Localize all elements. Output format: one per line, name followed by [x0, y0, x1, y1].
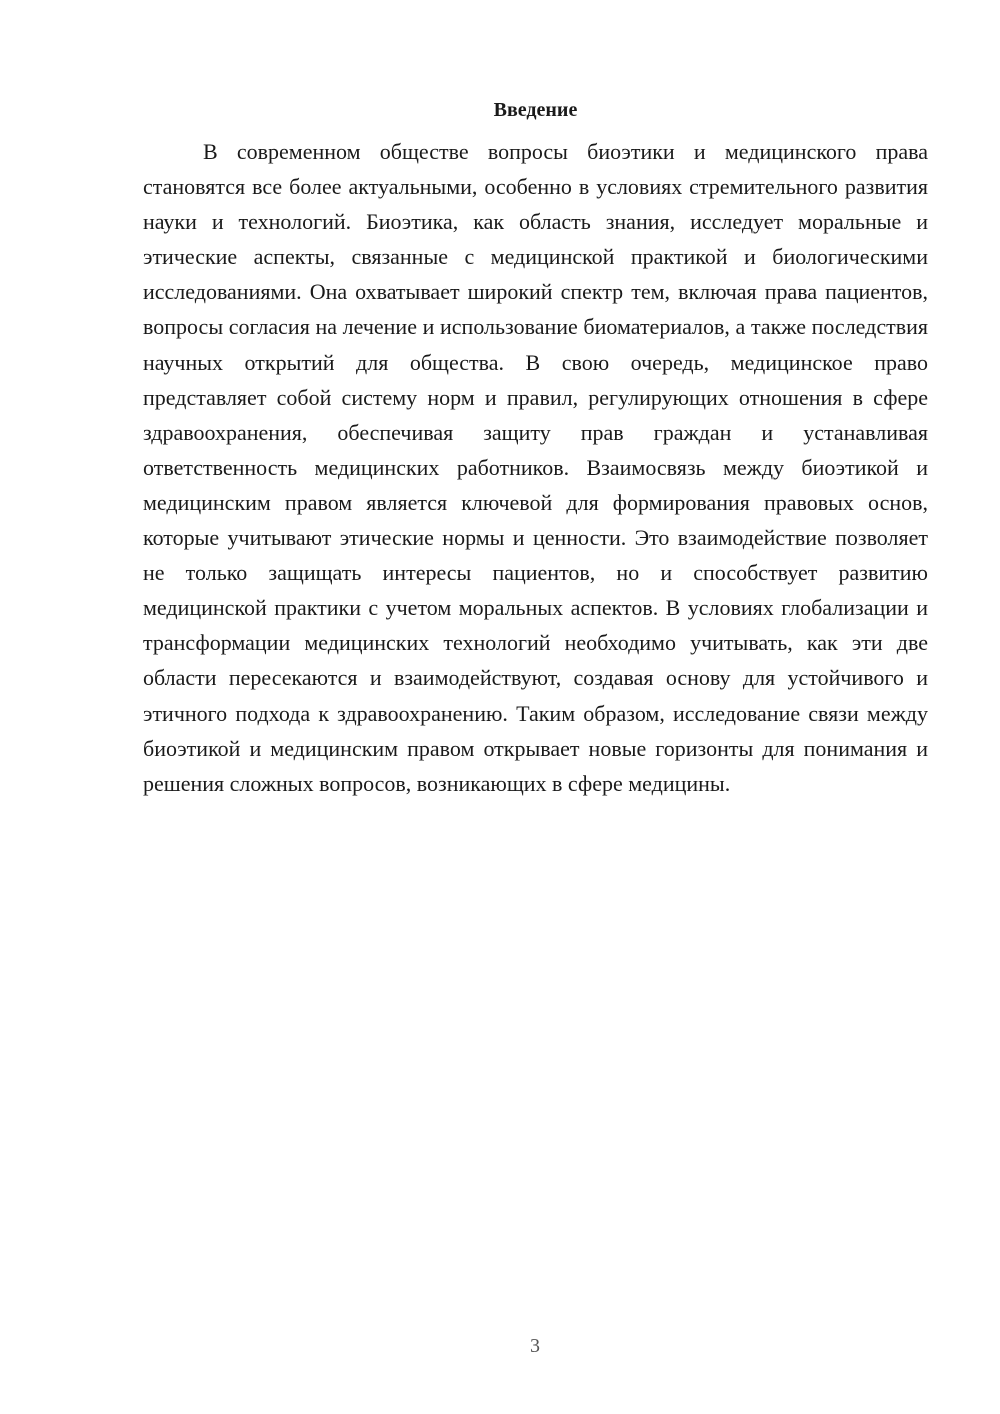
page-content	[143, 96, 928, 801]
section-title: Введение	[493, 99, 578, 121]
body-paragraph: В современном обществе вопросы биоэтики и медицинского права становятся все более актуальными, особенно в условиях стремительного развития науки и технологий. Биоэтика, как область знания, исследует моральные и этические аспекты, связанные с медицинской практикой и биологическими исследованиями. Она охватывает широкий спектр тем, включая права пациентов, вопросы согласия на лечение и использование биоматериалов, а также последствия научных открытий для общества. В свою очередь, медицинское право представляет собой систему норм и правил, регулирующих отношения в сфере здравоохранения, обеспечивая защиту прав граждан и устанавливая ответственность медицинских работников. Взаимосвязь между биоэтикой и медицинским правом является ключевой для формирования правовых основ, которые учитывают этические нормы и ценности. Это взаимодействие позволяет не только защищать интересы пациентов, но и способствует развитию медицинской практики с учетом моральных аспектов. В условиях глобализации и трансформации медицинских технологий необходимо учитывать, как эти две области пересекаются и взаимодействуют, создавая основу для устойчивого и этичного подхода к здравоохранению. Таким образом, исследование связи между биоэтикой и медицинским правом открывает новые горизонты для понимания и решения сложных вопросов, возникающих в сфере медицины.	[143, 139, 928, 796]
page-number: 3	[530, 1335, 540, 1357]
